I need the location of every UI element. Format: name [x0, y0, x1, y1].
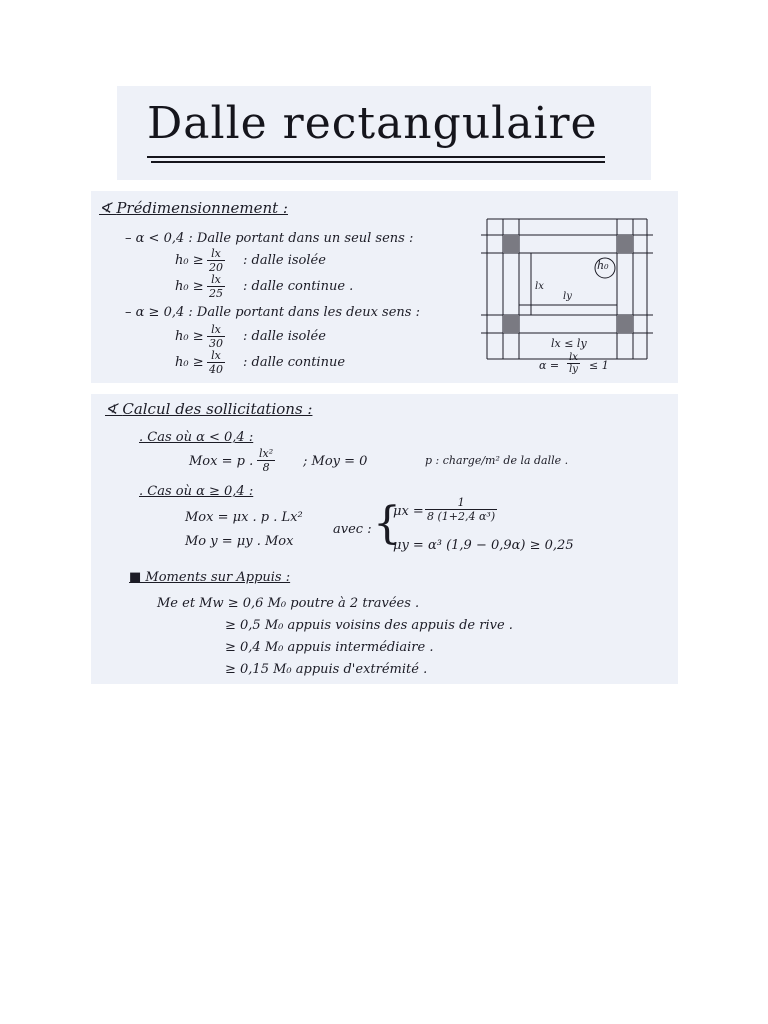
curly-brace-icon: {	[373, 498, 401, 549]
column-bottom-right	[617, 315, 633, 333]
column-top-left	[503, 235, 519, 253]
column-bottom-left	[503, 315, 519, 333]
fraction-numerator: lx	[567, 352, 580, 364]
c1-l2-post: : dalle continue .	[243, 279, 354, 294]
fraction-numerator: lx	[207, 273, 225, 287]
moment-line-4: ≥ 0,15 M₀ appuis d'extrémité .	[225, 662, 428, 677]
heading-text: Calcul des sollicitations :	[122, 400, 313, 418]
load-definition: p : charge/m² de la dalle .	[425, 454, 569, 467]
moy-case-one: ; Moy = 0	[303, 454, 368, 469]
calc-case-one: . Cas où α < 0,4 :	[139, 430, 254, 445]
title-underline-second	[151, 161, 605, 163]
mox-case-one-fraction	[257, 447, 275, 474]
mox-case-one-pre: Mox = p .	[189, 454, 254, 469]
page-title: Dalle rectangulaire	[147, 98, 598, 149]
c1-l2-fraction	[207, 273, 225, 300]
predimensionnement-section	[91, 191, 678, 383]
fraction-numerator: lx²	[259, 447, 274, 460]
c1-l1-post: : dalle isolée	[243, 253, 326, 268]
predimensionnement-heading	[99, 199, 288, 217]
bullet-icon: ∢	[99, 199, 117, 217]
heading-text: Prédimensionnement :	[116, 199, 288, 217]
c1-l1-fraction	[207, 247, 225, 274]
fraction-numerator: lx	[207, 247, 225, 261]
fraction-numerator: lx	[207, 349, 225, 363]
mox-case-two: Mox = μx . p . Lx²	[185, 510, 303, 525]
diagram-alpha-pre: α =	[539, 359, 560, 372]
fraction-denominator: 40	[209, 363, 223, 376]
moy-case-two: Mo y = μy . Mox	[185, 534, 294, 549]
calcul-section	[91, 394, 678, 684]
c2-l1-post: : dalle isolée	[243, 329, 326, 344]
avec-label: avec :	[333, 522, 372, 537]
c1-l2-pre: h₀ ≥	[175, 279, 204, 294]
case-two-text: α ≥ 0,4 : Dalle portant dans les deux sens :	[135, 305, 420, 320]
calcul-heading	[105, 400, 312, 418]
moment-line-3: ≥ 0,4 M₀ appuis intermédiaire .	[225, 640, 434, 655]
diagram-lx-label: lx	[535, 281, 544, 292]
title-underline	[147, 156, 605, 158]
fraction-denominator: 30	[209, 337, 223, 350]
bullet-icon: ∢	[105, 400, 123, 418]
c2-l1-fraction	[207, 323, 225, 350]
fraction-numerator: 1	[425, 496, 497, 510]
fraction-numerator: lx	[207, 323, 225, 337]
diagram-alpha-fraction	[567, 352, 580, 375]
moments-heading: ■ Moments sur Appuis :	[129, 570, 291, 585]
fraction-denominator: ly	[569, 364, 578, 375]
c2-l2-post: : dalle continue	[243, 355, 346, 370]
c2-l1-pre: h₀ ≥	[175, 329, 204, 344]
moment-line-1: Me et Mw ≥ 0,6 M₀ poutre à 2 travées .	[157, 596, 420, 611]
calc-case-two: . Cas où α ≥ 0,4 :	[139, 484, 254, 499]
fraction-denominator: 25	[209, 287, 223, 300]
moment-line-2: ≥ 0,5 M₀ appuis voisins des appuis de rive .	[225, 618, 513, 633]
fraction-denominator: 20	[209, 261, 223, 274]
muy-formula: μy = α³ (1,9 − 0,9α) ≥ 0,25	[393, 538, 574, 553]
c2-l2-pre: h₀ ≥	[175, 355, 204, 370]
c2-l2-fraction	[207, 349, 225, 376]
case-two-line: – α ≥ 0,4 : Dalle portant dans les deux sens :	[125, 305, 420, 320]
diagram-ly-label: ly	[563, 291, 572, 302]
diagram-alpha-post: ≤ 1	[589, 359, 609, 372]
title-panel	[117, 86, 651, 180]
mux-fraction	[425, 496, 497, 523]
mux-pre: μx =	[393, 504, 424, 519]
fraction-denominator: 8 (1+2,4 α³)	[427, 510, 496, 523]
case-one-line: – α < 0,4 : Dalle portant dans un seul sens :	[125, 231, 414, 246]
diagram-condition: lx ≤ ly	[551, 337, 587, 350]
case-one-text: α < 0,4 : Dalle portant dans un seul sens :	[135, 231, 414, 246]
column-top-right	[617, 235, 633, 253]
fraction-denominator: 8	[262, 461, 270, 474]
c1-l1-pre: h₀ ≥	[175, 253, 204, 268]
diagram-h0-label: h₀	[597, 259, 609, 272]
